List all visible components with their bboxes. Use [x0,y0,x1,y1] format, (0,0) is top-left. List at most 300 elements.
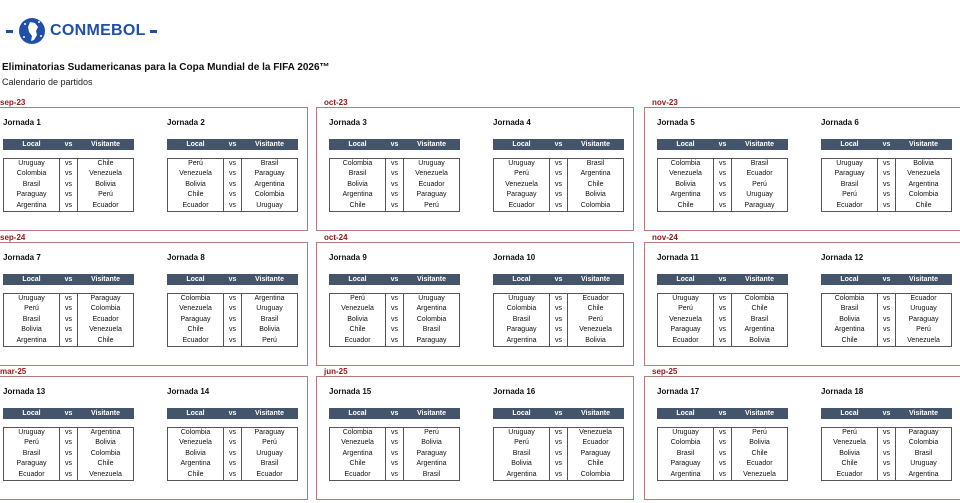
vs-label: vs [229,160,236,167]
jornada-title: Jornada 16 [493,387,536,396]
vs-label: vs [555,326,562,334]
vs-label: vs [65,295,72,302]
column-header-visitor: Visitante [580,410,611,417]
match-row [493,438,624,448]
match-row [493,159,624,169]
home-team: Ecuador [493,201,550,211]
column-header-vs: vs [390,141,399,148]
vs-label: vs [229,449,236,457]
away-team: Paraguay [403,449,460,459]
table-header [657,274,788,285]
month-label: oct-23 [324,98,348,107]
home-team: Venezuela [167,304,224,314]
column-header-local: Local [22,141,41,148]
vs-label: vs [391,295,398,302]
vs-label: vs [391,170,398,178]
home-team: Brasil [3,449,60,459]
conmebol-logo [6,14,157,48]
vs-label: vs [883,180,890,188]
column-header-local: Local [186,410,205,417]
away-team: Ecuador [403,180,460,190]
home-team: Venezuela [167,169,224,179]
away-team: Colombia [403,315,460,325]
away-team: Perú [895,325,952,335]
table-header [3,408,134,419]
match-row [657,169,788,179]
match-table [3,293,134,347]
away-team: Ecuador [567,438,624,448]
home-team: Venezuela [493,180,550,190]
match-row [493,336,624,346]
match-row [821,459,952,469]
brand-name: CONMEBOL [50,22,146,39]
column-header-local: Local [348,141,367,148]
vs-label: vs [883,326,890,334]
month-label: mar-25 [0,367,27,376]
table-header [493,408,624,419]
home-team: Brasil [3,315,60,325]
column-header-vs: vs [718,141,727,148]
match-row [3,159,134,169]
month-panel [0,242,308,366]
home-team: Uruguay [3,159,60,169]
vs-label: vs [229,315,236,323]
home-team: Colombia [3,169,60,179]
jornada-title: Jornada 8 [167,253,205,262]
vs-label: vs [229,439,236,447]
table-header [329,274,460,285]
home-team: Argentina [329,449,386,459]
month-label: sep-25 [652,367,678,376]
match-row [3,294,134,304]
match-row [657,459,788,469]
home-team: Brasil [657,449,714,459]
vs-label: vs [555,449,562,457]
vs-label: vs [555,191,562,199]
jornada-title: Jornada 9 [329,253,367,262]
match-row [657,428,788,438]
jornada-title: Jornada 3 [329,118,367,127]
home-team: Uruguay [657,428,714,438]
match-row [3,470,134,480]
vs-label: vs [391,315,398,323]
jornada-title: Jornada 2 [167,118,205,127]
match-row [3,201,134,211]
column-header-local: Local [512,276,531,283]
match-row [493,180,624,190]
home-team: Paraguay [657,459,714,469]
column-header-vs: vs [882,276,891,283]
column-header-local: Local [840,276,859,283]
home-team: Venezuela [329,304,386,314]
match-row [329,169,460,179]
away-team: Chile [731,304,788,314]
match-row [329,428,460,438]
match-table [329,427,460,481]
table-header [493,139,624,150]
home-team: Chile [657,201,714,211]
column-header-vs: vs [882,410,891,417]
match-table [821,427,952,481]
away-team: Argentina [731,325,788,335]
home-team: Perú [3,438,60,448]
table-header [167,139,298,150]
vs-label: vs [555,336,562,344]
match-table [3,158,134,212]
home-team: Argentina [3,336,60,346]
match-row [657,470,788,480]
match-row [821,180,952,190]
home-team: Uruguay [3,428,60,438]
home-team: Argentina [493,336,550,346]
match-row [329,180,460,190]
column-header-visitor: Visitante [908,410,939,417]
home-team: Perú [821,190,878,200]
vs-label: vs [883,470,890,478]
home-team: Uruguay [821,159,878,169]
away-team: Brasil [241,159,298,169]
away-team: Colombia [77,449,134,459]
match-row [167,470,298,480]
home-team: Colombia [167,294,224,304]
away-team: Brasil [567,159,624,169]
match-row [493,294,624,304]
vs-label: vs [883,305,890,313]
away-team: Venezuela [567,325,624,335]
home-team: Brasil [493,449,550,459]
vs-label: vs [229,191,236,199]
away-team: Brasil [403,470,460,480]
home-team: Bolivia [821,449,878,459]
column-header-vs: vs [718,410,727,417]
match-row [657,294,788,304]
home-team: Perú [657,304,714,314]
home-team: Paraguay [657,325,714,335]
home-team: Bolivia [657,180,714,190]
month-panel [316,242,634,366]
match-row [329,159,460,169]
match-row [329,201,460,211]
column-header-local: Local [186,141,205,148]
home-team: Brasil [821,304,878,314]
column-header-visitor: Visitante [744,410,775,417]
match-row [821,449,952,459]
match-table [167,293,298,347]
away-team: Argentina [241,294,298,304]
column-header-visitor: Visitante [744,276,775,283]
vs-label: vs [391,336,398,344]
away-team: Venezuela [77,325,134,335]
away-team: Uruguay [403,294,460,304]
vs-label: vs [719,326,726,334]
column-header-visitor: Visitante [90,410,121,417]
away-team: Brasil [895,449,952,459]
match-row [493,315,624,325]
away-team: Perú [731,428,788,438]
table-header [167,408,298,419]
home-team: Perú [493,169,550,179]
away-team: Uruguay [241,201,298,211]
page-header [0,0,960,100]
vs-label: vs [555,305,562,313]
home-team: Colombia [167,428,224,438]
match-row [657,190,788,200]
away-team: Paraguay [895,428,952,438]
home-team: Colombia [821,294,878,304]
match-row [657,325,788,335]
home-team: Bolivia [167,180,224,190]
vs-label: vs [391,201,398,209]
away-team: Chile [567,459,624,469]
column-header-vs: vs [554,410,563,417]
away-team: Paraguay [77,294,134,304]
home-team: Colombia [657,438,714,448]
match-row [493,428,624,438]
vs-label: vs [391,180,398,188]
match-row [3,325,134,335]
away-team: Perú [241,438,298,448]
away-team: Venezuela [567,428,624,438]
match-row [657,438,788,448]
home-team: Argentina [329,190,386,200]
vs-label: vs [65,160,72,167]
match-row [821,428,952,438]
match-table [3,427,134,481]
home-team: Brasil [821,180,878,190]
match-row [821,325,952,335]
match-row [657,336,788,346]
match-row [493,459,624,469]
match-row [493,470,624,480]
vs-label: vs [719,449,726,457]
match-table [329,293,460,347]
home-team: Paraguay [3,459,60,469]
away-team: Ecuador [731,459,788,469]
home-team: Venezuela [167,438,224,448]
jornada-title: Jornada 12 [821,253,864,262]
month-label: nov-23 [652,98,678,107]
away-team: Bolivia [731,336,788,346]
column-header-visitor: Visitante [744,141,775,148]
match-row [3,180,134,190]
home-team: Chile [167,190,224,200]
table-header [329,139,460,150]
match-row [329,449,460,459]
vs-label: vs [555,180,562,188]
logo-dash-left [6,30,13,33]
column-header-local: Local [676,141,695,148]
month-label: oct-24 [324,233,348,242]
match-row [3,169,134,179]
month-panel [316,107,634,231]
column-header-visitor: Visitante [254,276,285,283]
away-team: Venezuela [77,470,134,480]
page-subtitle: Calendario de partidos [2,77,93,87]
match-row [821,190,952,200]
match-table [329,158,460,212]
away-team: Perú [731,180,788,190]
table-header [3,274,134,285]
vs-label: vs [555,439,562,447]
away-team: Uruguay [895,459,952,469]
away-team: Brasil [731,315,788,325]
jornada-title: Jornada 17 [657,387,700,396]
jornada-title: Jornada 13 [3,387,46,396]
table-header [821,139,952,150]
home-team: Paraguay [3,190,60,200]
match-row [329,294,460,304]
match-table [493,158,624,212]
match-row [329,304,460,314]
match-row [657,315,788,325]
vs-label: vs [65,326,72,334]
away-team: Bolivia [895,159,952,169]
column-header-local: Local [22,410,41,417]
vs-label: vs [883,449,890,457]
vs-label: vs [65,470,72,478]
away-team: Colombia [731,294,788,304]
match-row [167,315,298,325]
vs-label: vs [719,439,726,447]
home-team: Argentina [167,459,224,469]
vs-label: vs [65,449,72,457]
home-team: Argentina [493,470,550,480]
home-team: Perú [3,304,60,314]
away-team: Chile [77,336,134,346]
vs-label: vs [883,191,890,199]
away-team: Ecuador [241,470,298,480]
match-row [821,438,952,448]
vs-label: vs [229,201,236,209]
away-team: Argentina [567,169,624,179]
home-team: Chile [329,201,386,211]
match-row [3,459,134,469]
vs-label: vs [65,201,72,209]
vs-label: vs [391,305,398,313]
month-label: sep-24 [0,233,26,242]
match-row [329,325,460,335]
vs-label: vs [719,305,726,313]
match-row [167,169,298,179]
away-team: Paraguay [241,428,298,438]
away-team: Bolivia [241,325,298,335]
home-team: Bolivia [3,325,60,335]
away-team: Uruguay [241,449,298,459]
jornada-title: Jornada 1 [3,118,41,127]
away-team: Uruguay [731,190,788,200]
column-header-visitor: Visitante [416,276,447,283]
match-row [493,325,624,335]
vs-label: vs [391,439,398,447]
home-team: Perú [167,159,224,169]
away-team: Bolivia [731,438,788,448]
away-team: Argentina [241,180,298,190]
away-team: Ecuador [567,294,624,304]
vs-label: vs [719,180,726,188]
match-row [329,438,460,448]
away-team: Colombia [241,190,298,200]
column-header-vs: vs [390,276,399,283]
match-row [493,449,624,459]
away-team: Chile [77,459,134,469]
vs-label: vs [883,315,890,323]
table-header [493,274,624,285]
away-team: Bolivia [403,438,460,448]
away-team: Paraguay [731,201,788,211]
match-row [167,325,298,335]
away-team: Bolivia [77,180,134,190]
away-team: Colombia [567,201,624,211]
page-title: Eliminatorias Sudamericanas para la Copa Mundial de la FIFA 2026™ [2,62,330,73]
column-header-vs: vs [64,410,73,417]
match-table [821,158,952,212]
home-team: Ecuador [167,201,224,211]
home-team: Paraguay [821,169,878,179]
vs-label: vs [555,470,562,478]
vs-label: vs [229,180,236,188]
vs-label: vs [65,429,72,436]
column-header-vs: vs [64,276,73,283]
vs-label: vs [883,429,890,436]
away-team: Venezuela [895,169,952,179]
vs-label: vs [883,460,890,468]
away-team: Venezuela [77,169,134,179]
column-header-local: Local [348,276,367,283]
match-row [3,304,134,314]
column-header-vs: vs [228,276,237,283]
vs-label: vs [391,160,398,167]
home-team: Argentina [657,190,714,200]
away-team: Bolivia [567,336,624,346]
match-row [3,315,134,325]
jornada-title: Jornada 11 [657,253,699,262]
match-table [657,293,788,347]
column-header-vs: vs [228,410,237,417]
away-team: Uruguay [241,304,298,314]
column-header-visitor: Visitante [254,410,285,417]
away-team: Argentina [77,428,134,438]
vs-label: vs [719,170,726,178]
away-team: Perú [403,201,460,211]
match-row [167,294,298,304]
jornada-title: Jornada 4 [493,118,531,127]
match-row [657,180,788,190]
vs-label: vs [555,160,562,167]
away-team: Uruguay [895,304,952,314]
match-row [167,438,298,448]
away-team: Chile [567,304,624,314]
home-team: Ecuador [329,470,386,480]
vs-label: vs [391,429,398,436]
away-team: Venezuela [731,470,788,480]
column-header-vs: vs [554,141,563,148]
vs-label: vs [229,326,236,334]
match-table [493,293,624,347]
match-row [167,428,298,438]
match-table [821,293,952,347]
away-team: Uruguay [403,159,460,169]
match-table [657,427,788,481]
match-row [821,336,952,346]
column-header-vs: vs [228,141,237,148]
table-header [167,274,298,285]
away-team: Ecuador [731,169,788,179]
home-team: Venezuela [329,438,386,448]
column-header-visitor: Visitante [580,276,611,283]
column-header-visitor: Visitante [416,410,447,417]
vs-label: vs [719,191,726,199]
vs-label: vs [555,460,562,468]
